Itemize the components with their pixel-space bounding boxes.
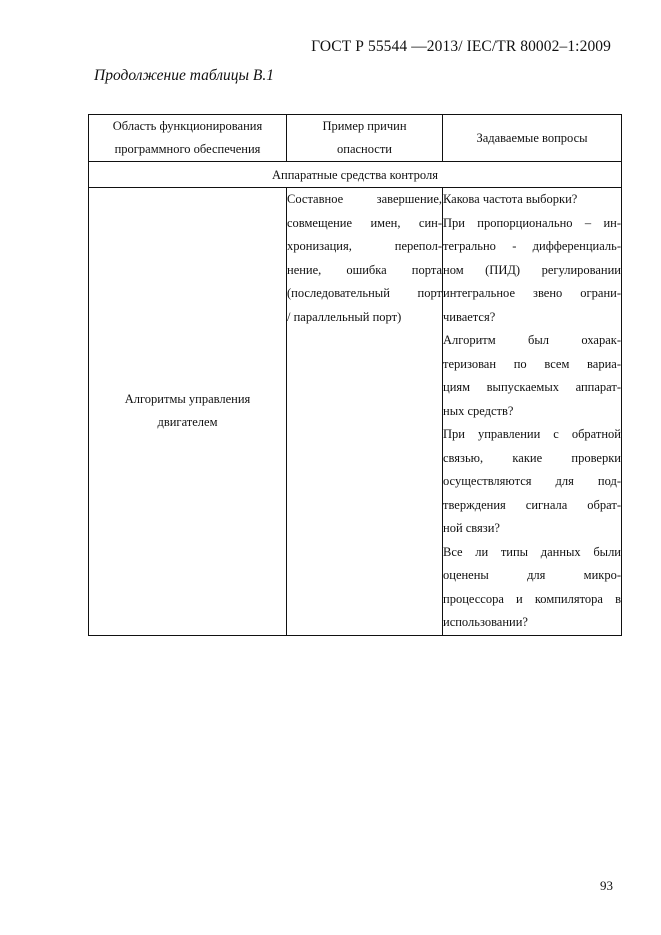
- area-cell: [89, 188, 287, 636]
- question-line: циям выпускаемых аппарат-: [443, 380, 621, 394]
- cause-line: хронизация, перепол-: [287, 239, 442, 253]
- header-hazard-cause-line1: Пример причин: [322, 119, 407, 133]
- table-caption: Продолжение таблицы В.1: [94, 67, 275, 84]
- cause-line: (последовательный порт: [287, 286, 442, 300]
- question-line: связью, какие проверки: [443, 450, 621, 465]
- header-hazard-cause: [287, 115, 443, 162]
- section-title: Аппаратные средства контроля: [89, 162, 622, 188]
- header-software-area: [89, 115, 287, 162]
- cause-line: совмещение имен, син-: [287, 215, 442, 230]
- header-software-area-line2: программного обеспечения: [114, 142, 261, 156]
- question-line: ных средств?: [443, 403, 514, 418]
- question-line: осуществляются для под-: [443, 474, 621, 488]
- cause-line: нение, ошибка порта: [287, 262, 442, 277]
- cause-cell: [287, 188, 443, 636]
- header-software-area-line1: Область функционирования: [112, 119, 263, 133]
- cause-line: / параллельный порт): [287, 309, 402, 324]
- question-line: Все ли типы данных были: [443, 544, 621, 559]
- question-line: Алгоритм был охарак-: [443, 333, 621, 347]
- question-line: При управлении с обратной: [443, 427, 621, 441]
- question-line: интегральное звено ограни-: [443, 286, 621, 300]
- question-line: При пропорционально – ин-: [443, 215, 621, 230]
- question-line: тегрально - дифференциаль-: [443, 239, 621, 253]
- question-line: оценены для микро-: [443, 568, 621, 582]
- standard-header: ГОСТ Р 55544 —2013/ IEC/TR 80002–1:2009: [311, 38, 611, 55]
- table-row: [89, 188, 622, 636]
- question-line: ном (ПИД) регулировании: [443, 262, 621, 277]
- question-line: ной связи?: [443, 521, 500, 535]
- header-hazard-cause-line2: опасности: [337, 142, 392, 156]
- question-line: тверждения сигнала обрат-: [443, 497, 621, 512]
- cause-line: Составное завершение,: [287, 192, 442, 206]
- table-header-row: [89, 115, 622, 162]
- section-row: [89, 162, 622, 188]
- page-number: 93: [600, 878, 613, 893]
- area-line2: двигателем: [157, 415, 218, 430]
- hazard-table: [88, 114, 622, 636]
- question-line: Какова частота выборки?: [443, 192, 578, 206]
- question-line: теризован по всем вариа-: [443, 356, 621, 371]
- question-line: чивается?: [443, 309, 496, 324]
- question-line: использовании?: [443, 615, 528, 629]
- header-questions: Задаваемые вопросы: [443, 115, 622, 162]
- questions-cell: [443, 188, 622, 636]
- question-line: процессора и компилятора в: [443, 591, 621, 606]
- area-line1: Алгоритмы управления: [124, 392, 251, 407]
